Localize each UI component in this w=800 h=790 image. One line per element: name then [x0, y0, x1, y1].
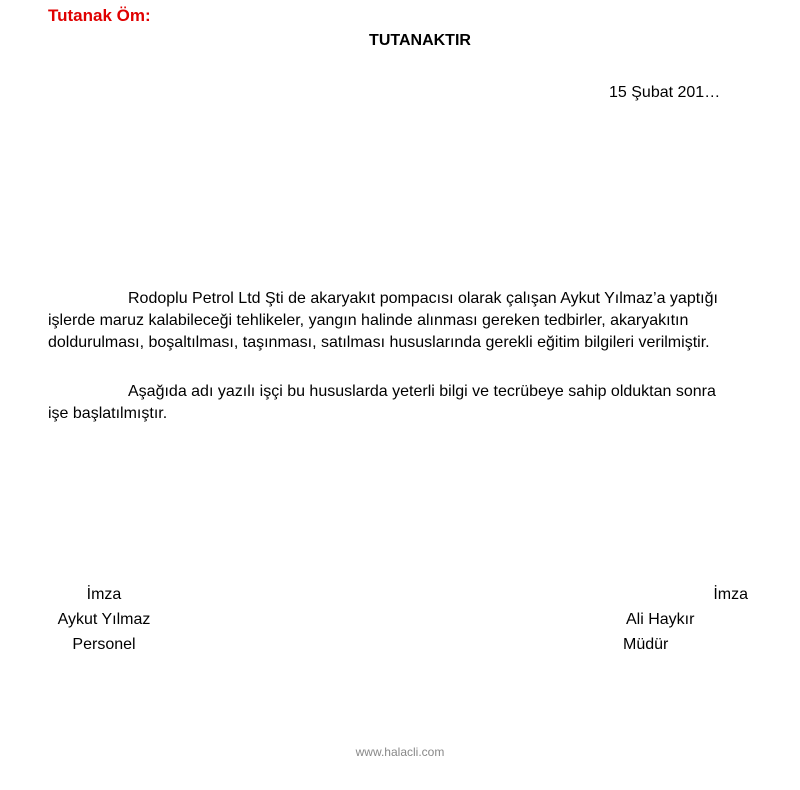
- paragraph-line-text: Rodoplu Petrol Ltd Şti de akaryakıt pompacısı olarak çalışan Aykut Yılmaz’a yaptığı: [128, 290, 718, 307]
- signature-label: İmza: [713, 586, 748, 603]
- signature-block-manager: [608, 582, 758, 657]
- document-date: 15 Şubat 201…: [609, 84, 721, 101]
- paragraph-line: işe başlatılmıştır.: [48, 405, 168, 422]
- paragraph-line: [48, 288, 718, 310]
- signature-label: İmza: [86, 586, 122, 603]
- signature-name: Ali Haykır: [626, 611, 695, 628]
- paragraph-training-info: [48, 288, 718, 354]
- paragraph-line-text: Aşağıda adı yazılı işçi bu hususlarda yeterli bilgi ve tecrübeye sahip olduktan sonra: [128, 383, 716, 400]
- watermark-text: www.halacli.com: [355, 745, 445, 759]
- paragraph-line: doldurulması, boşaltılması, taşınması, satılması hususlarında gerekli eğitim bilgileri verilmiştir.: [48, 334, 710, 351]
- paragraph-line: işlerde maruz kalabileceği tehlikeler, yangın halinde alınması gereken tedbirler, akaryakıtın: [48, 312, 689, 329]
- form-label: Tutanak Öm:: [48, 6, 151, 25]
- signature-role: Müdür: [623, 636, 669, 653]
- document-title: TUTANAKTIR: [369, 32, 471, 49]
- paragraph-line: [48, 381, 716, 403]
- signature-block-employee: [48, 582, 160, 657]
- signature-role: Personel: [72, 636, 136, 653]
- signature-name: Aykut Yılmaz: [57, 611, 151, 628]
- paragraph-start-work: [48, 381, 716, 425]
